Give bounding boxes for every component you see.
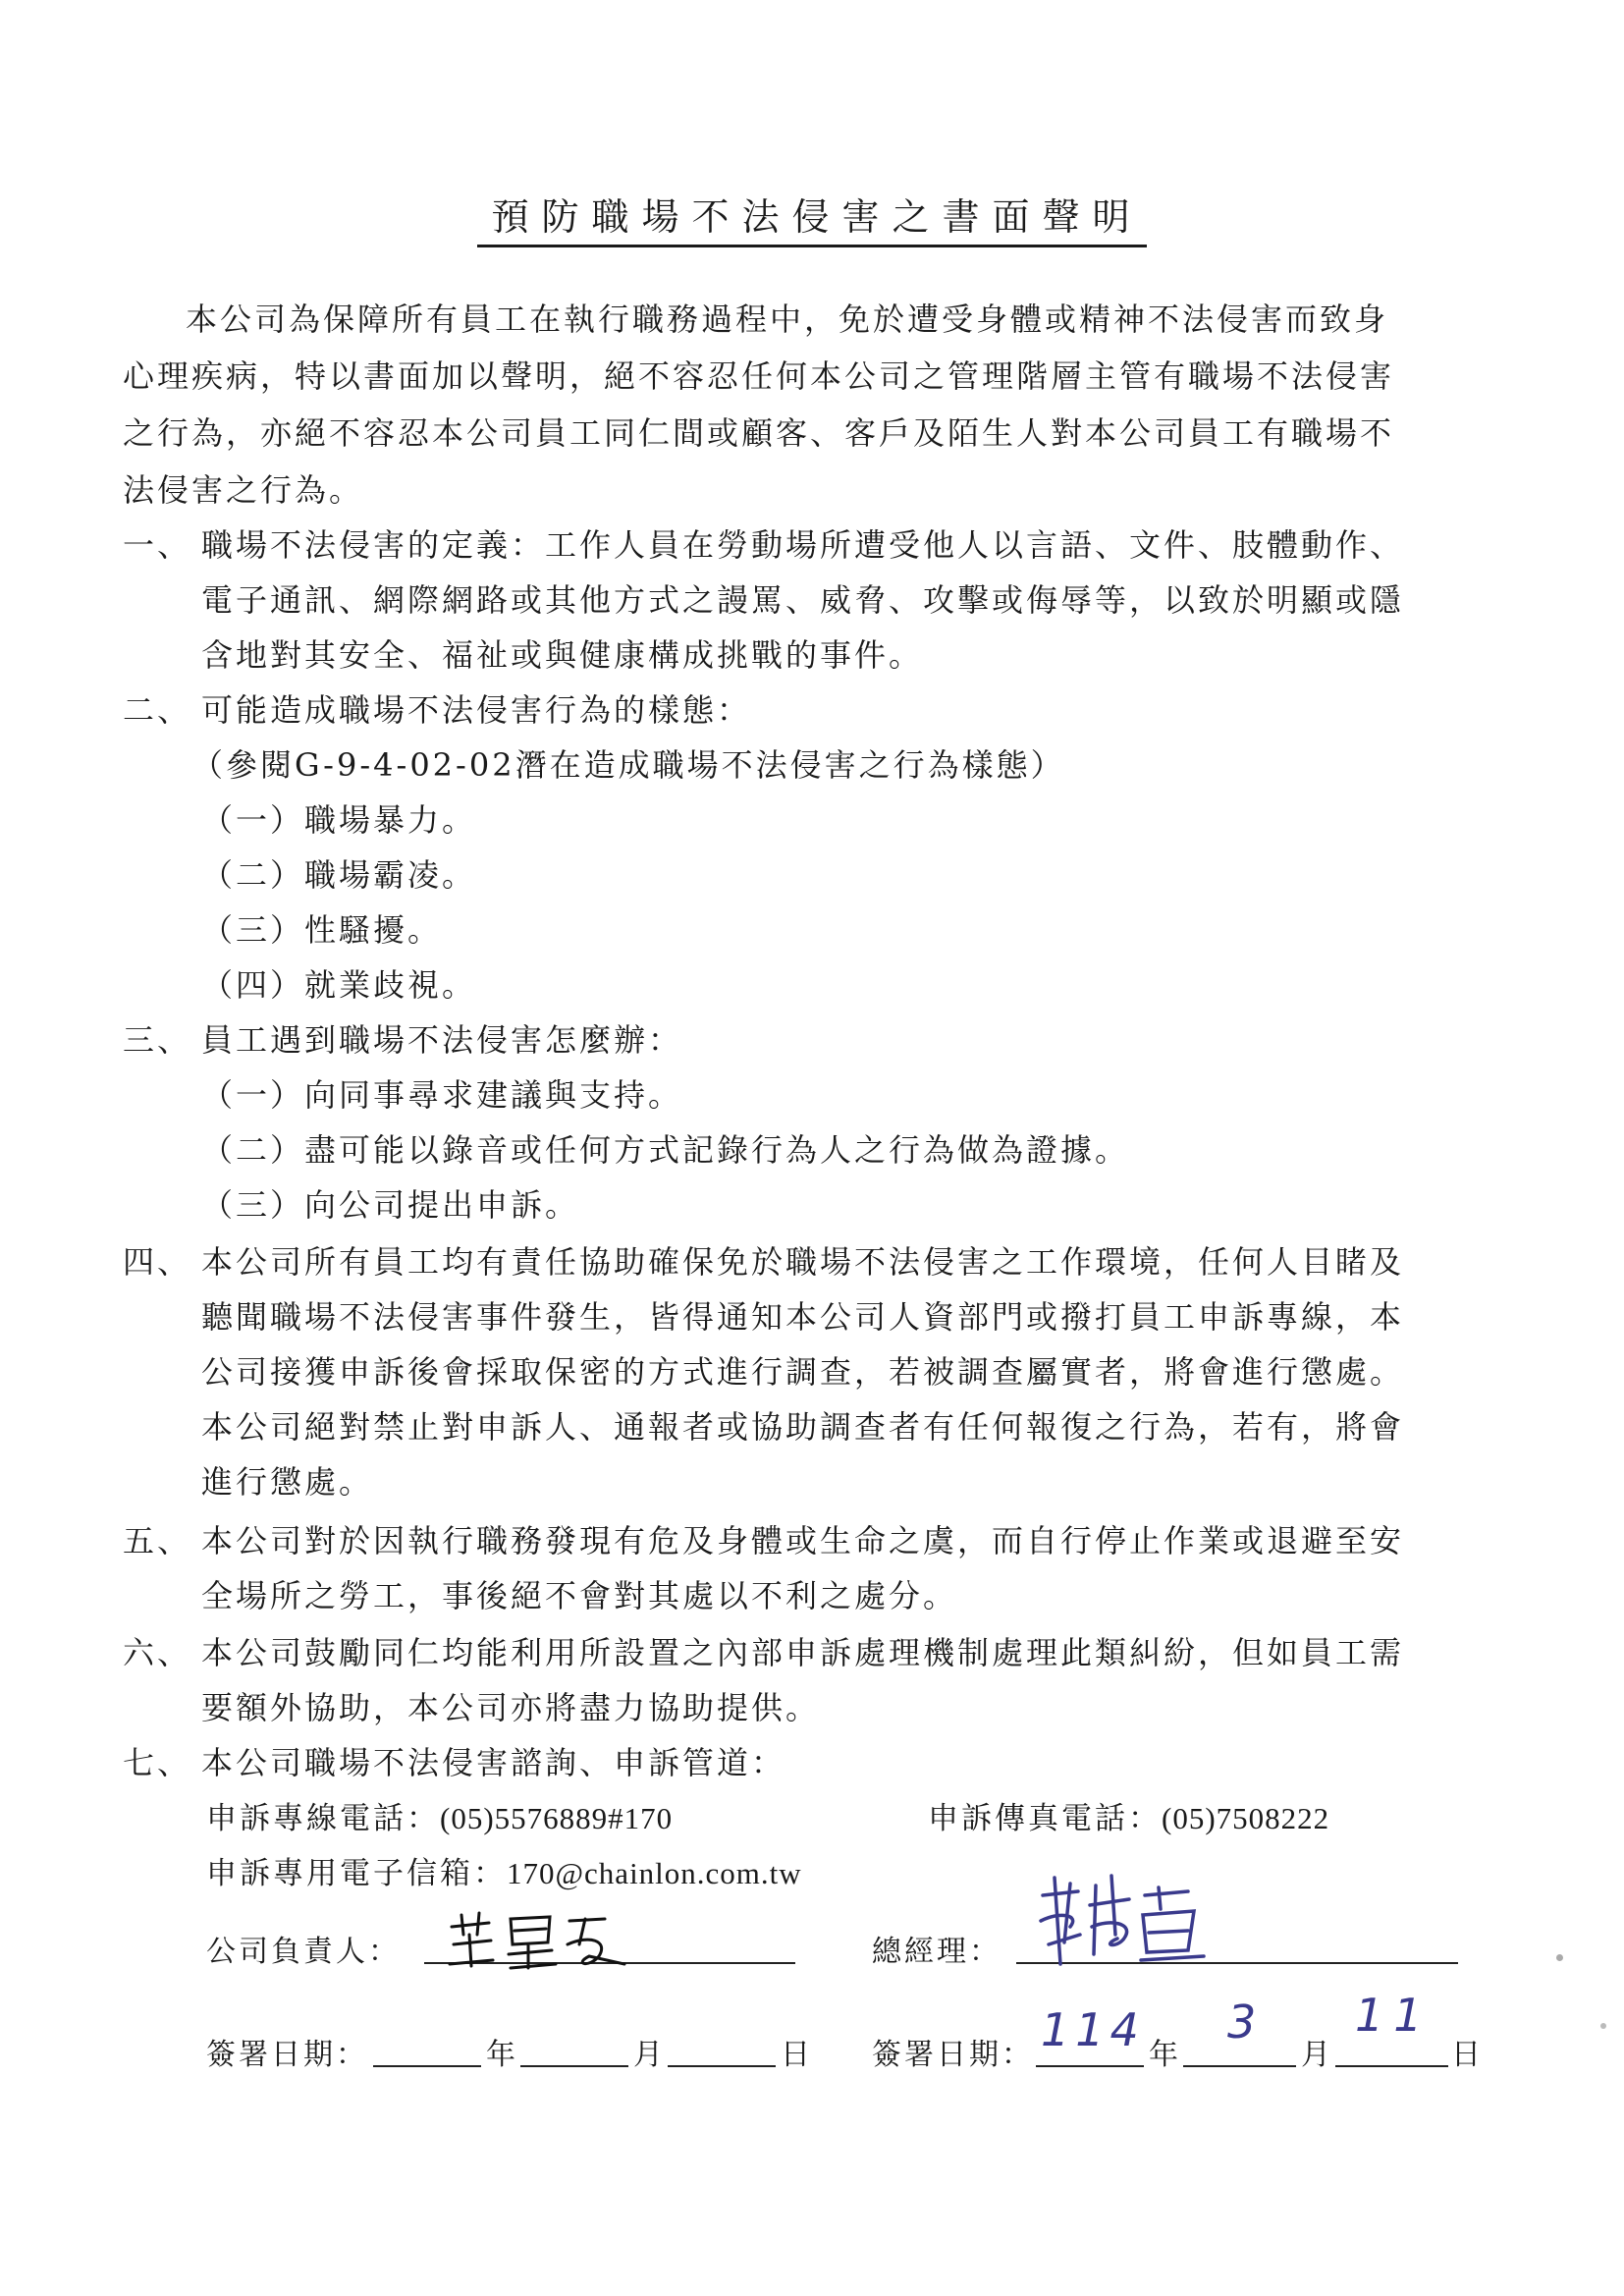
owner-date-label: 簽署日期： [206,2038,368,2072]
section-number: 三、 [123,1021,192,1059]
document-title-text: 預防職場不法侵害之書面聲明 [477,195,1146,247]
hotline-number: (05)5576889#170 [440,1801,674,1835]
section-line: 聽聞職場不法侵害事件發生，皆得通知本公司人資部門或撥打員工申訴專線，本 [201,1298,1405,1336]
year-label: 年 [486,2038,518,2072]
section-line: 本公司鼓勵同仁均能利用所設置之內部申訴處理機制處理此類糾紛，但如員工需 [201,1634,1405,1671]
owner-signature [442,1905,638,1974]
document-title [0,187,1624,241]
section-2-item: （四）就業歧視。 [201,966,477,1004]
section-line: 本公司所有員工均有責任協助確保免於職場不法侵害之工作環境，任何人目睹及 [201,1243,1405,1281]
section-line: 本公司對於因執行職務發現有危及身體或生命之虞，而自行停止作業或退避至安 [201,1522,1405,1559]
section-number: 二、 [123,691,192,729]
section-number: 六、 [123,1634,192,1671]
gm-date-month-handwritten: 3 [1227,1995,1260,2049]
section-3-item: （三）向公司提出申訴。 [201,1186,580,1224]
section-line: 員工遇到職場不法侵害怎麼辦： [201,1021,683,1059]
section-2-item: （三）性騷擾。 [201,911,443,949]
hotline-row [206,1793,673,1837]
section-line: 要額外協助，本公司亦將盡力協助提供。 [201,1689,821,1726]
day-label: 日 [781,2038,813,2072]
section-line: 電子通訊、網際網路或其他方式之謾罵、威脅、攻擊或侮辱等，以致於明顯或隱 [201,581,1405,619]
email-row [206,1848,802,1892]
scan-speck [1556,1954,1563,1961]
section-number: 四、 [123,1243,192,1281]
section-line: 本公司職場不法侵害諮詢、申訴管道： [201,1744,786,1781]
intro-line: 心理疾病，特以書面加以聲明，絕不容忍任何本公司之管理階層主管有職場不法侵害 [123,357,1395,395]
section-line: 可能造成職場不法侵害行為的樣態： [201,691,752,729]
email-address: 170@chainlon.com.tw [507,1856,802,1890]
owner-date-year-line [373,2065,481,2067]
year-label: 年 [1149,2038,1181,2072]
gm-date-day-line [1335,2065,1448,2067]
section-line: 進行懲處。 [201,1463,374,1501]
owner-date-month-line [520,2065,628,2067]
day-label: 日 [1451,2038,1484,2072]
section-line: 全場所之勞工，事後絕不會對其處以不利之處分。 [201,1577,958,1614]
section-line: 公司接獲申訴後會採取保密的方式進行調查，若被調查屬實者，將會進行懲處。 [201,1353,1405,1391]
section-3-item: （二）盡可能以錄音或任何方式記錄行為人之行為做為證據。 [201,1131,1130,1169]
section-number: 七、 [123,1744,192,1781]
email-label: 申訴專用電子信箱： [206,1856,507,1891]
section-line: 職場不法侵害的定義：工作人員在勞動場所遭受他人以言語、文件、肢體動作、 [201,526,1405,564]
owner-date-day-line [668,2065,776,2067]
section-2-item: （一）職場暴力。 [201,801,477,839]
gm-date-label: 簽署日期： [872,2038,1034,2072]
gm-date-year-line [1036,2065,1144,2067]
gm-date-month-line [1183,2065,1296,2067]
section-line: 含地對其安全、福祉或與健康構成挑戰的事件。 [201,636,924,674]
section-number: 一、 [123,526,192,564]
intro-line: 本公司為保障所有員工在執行職務過程中，免於遭受身體或精神不法侵害而致身 [186,301,1389,338]
fax-row [928,1793,1329,1837]
section-2-reference: （參閱G-9-4-02-02潛在造成職場不法侵害之行為樣態） [191,746,1065,784]
intro-paragraph [123,291,1478,519]
hotline-label: 申訴專線電話： [206,1801,440,1836]
scan-speck [1600,2023,1606,2029]
fax-label: 申訴傳真電話： [928,1801,1162,1836]
fax-number: (05)7508222 [1162,1801,1330,1835]
intro-line: 之行為，亦絕不容忍本公司員工同仁間或顧客、客戶及陌生人對本公司員工有職場不 [123,414,1395,452]
section-2-item: （二）職場霸凌。 [201,856,477,894]
gm-signature [1031,1866,1227,1974]
intro-line: 法侵害之行為。 [123,471,364,509]
section-number: 五、 [123,1522,192,1559]
month-label: 月 [633,2038,666,2072]
month-label: 月 [1301,2038,1333,2072]
owner-label: 公司負責人： [206,1935,401,1969]
section-line: 本公司絕對禁止對申訴人、通報者或協助調查者有任何報復之行為，若有，將會 [201,1408,1405,1446]
gm-date-year-handwritten: 114 [1041,2003,1145,2056]
gm-date-day-handwritten: 11 [1355,1989,1433,2042]
gm-label: 總經理： [872,1935,1001,1969]
section-3-item: （一）向同事尋求建議與支持。 [201,1076,683,1114]
